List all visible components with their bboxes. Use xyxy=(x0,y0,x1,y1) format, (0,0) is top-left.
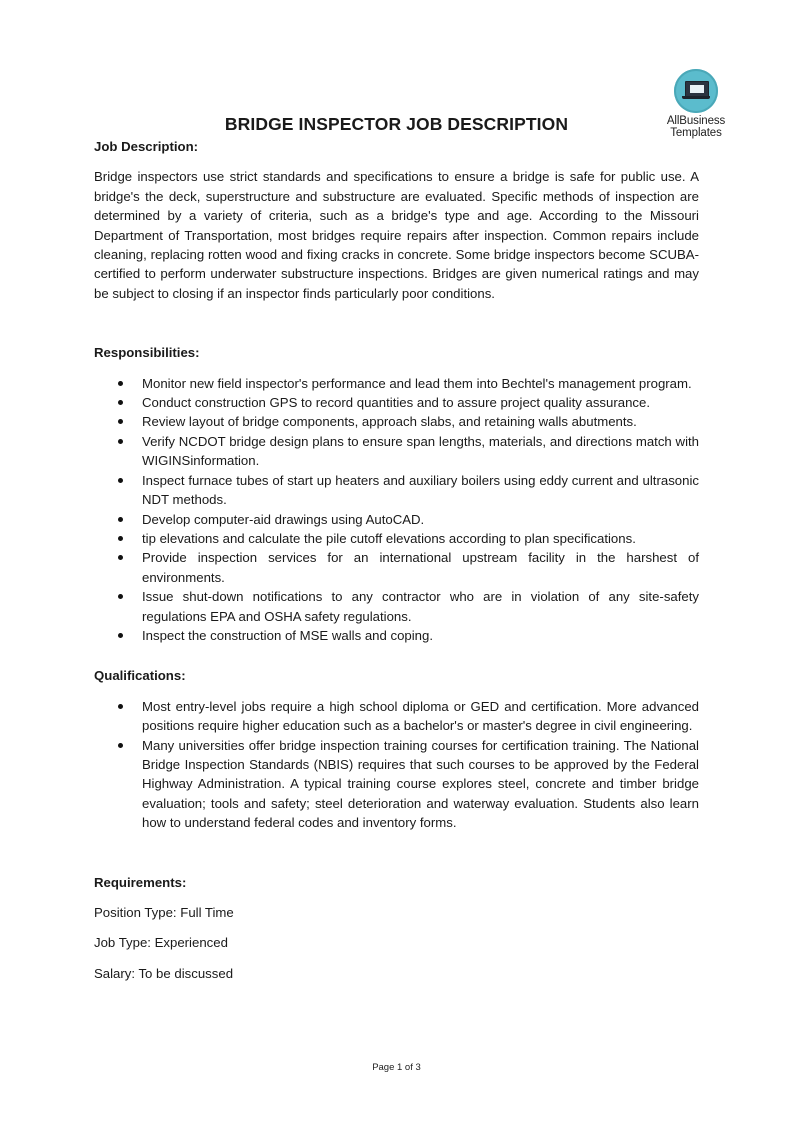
list-item: Most entry-level jobs require a high school diploma or GED and certification. More advanced positions require higher education such as a bachelor's or master's degree in civil engineering. xyxy=(94,697,699,736)
salary-text: Salary: To be discussed xyxy=(94,965,234,981)
document-body xyxy=(94,137,699,983)
list-item: Develop computer-aid drawings using AutoCAD. xyxy=(94,510,699,529)
list-item: Issue shut-down notifications to any contractor who are in violation of any site-safety regulations EPA and OSHA safety regulations. xyxy=(94,587,699,626)
document-title: BRIDGE INSPECTOR JOB DESCRIPTION xyxy=(224,114,569,134)
job-type-text: Job Type: Experienced xyxy=(94,935,228,951)
logo-line-1: AllBusiness xyxy=(666,115,726,127)
position-type-text: Position Type: Full Time xyxy=(94,905,234,920)
qualifications-heading: Qualifications: xyxy=(94,668,186,684)
responsibilities-heading: Responsibilities: xyxy=(94,345,200,361)
logo-line-2: Templates xyxy=(670,127,722,139)
responsibilities-list xyxy=(94,374,699,646)
list-item: Verify NCDOT bridge design plans to ensure span lengths, materials, and directions match with WIGINSinformation. xyxy=(94,432,699,471)
list-item: Conduct construction GPS to record quantities and to assure project quality assurance. xyxy=(94,393,699,412)
list-item: Inspect furnace tubes of start up heaters and auxiliary boilers using eddy current and ultrasonic NDT methods. xyxy=(94,471,699,510)
job-description-text: Bridge inspectors use strict standards and specifications to ensure a bridge is safe for public use. A bridge's the deck, superstructure and substructure are evaluated. Specific methods of inspection are determined by a variety of criteria, such as a bridge's type and age. According to the Missouri Department of Transportation, most bridges require repairs after inspection. Common repairs include cleaning, replacing rotten wood and fixing cracks in concrete. Some bridge inspectors become SCUBA-certified to perform underwater substructure inspections. Bridges are given numerical ratings and may be subject to closing if an inspector finds particularly poor conditions. xyxy=(94,169,699,301)
list-item: Many universities offer bridge inspection training courses for certification training. The National Bridge Inspection Standards (NBIS) requires that such courses to be approved by the Federal Highway Administration. A typical training course explores steel, concrete and timber bridge evaluation; tools and safety; steel deterioration and waterway evaluation. Students also learn how to understand federal codes and inventory forms. xyxy=(94,736,699,833)
job-description-heading: Job Description: xyxy=(94,139,199,154)
list-item: tip elevations and calculate the pile cutoff elevations according to plan specifications. xyxy=(94,529,699,548)
list-item: Monitor new field inspector's performance and lead them into Bechtel's management program. xyxy=(94,374,699,393)
requirements-heading: Requirements: xyxy=(94,874,187,890)
list-item: Inspect the construction of MSE walls and coping. xyxy=(94,626,699,645)
list-item: Review layout of bridge components, approach slabs, and retaining walls abutments. xyxy=(94,412,699,431)
qualifications-list xyxy=(94,697,699,833)
laptop-icon xyxy=(674,69,718,113)
list-item: Provide inspection services for an international upstream facility in the harshest of environments. xyxy=(94,548,699,587)
page-number: Page 1 of 3 xyxy=(372,1062,421,1073)
